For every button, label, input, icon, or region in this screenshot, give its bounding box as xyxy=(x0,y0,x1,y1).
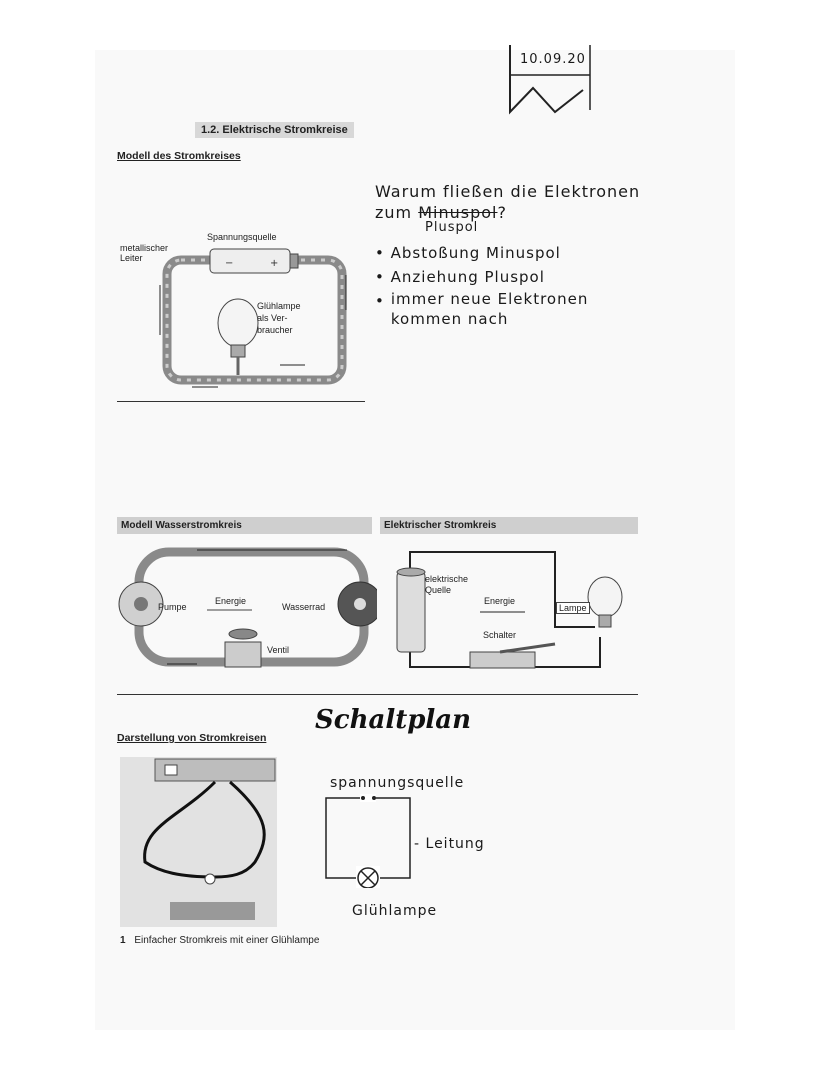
note-bullet: • immer neue Elektronen kommen nach xyxy=(375,290,589,328)
note-bullet: • Anziehung Pluspol xyxy=(375,268,545,286)
question-zum: zum xyxy=(375,203,413,222)
source-label: elektrische Quelle xyxy=(425,574,469,595)
caption-text: Einfacher Stromkreis mit einer Glühlampe xyxy=(134,935,320,946)
divider-rule xyxy=(117,401,365,402)
voltage-source-label: Spannungsquelle xyxy=(207,232,277,242)
metal-conductor-label: metallischer Leiter xyxy=(120,243,169,263)
valve-label: Ventil xyxy=(267,645,290,655)
schematic-circuit xyxy=(318,788,418,888)
section-title: 1.2. Elektrische Stromkreise xyxy=(195,122,354,138)
schematic-wire-label: - Leitung xyxy=(414,836,485,852)
question-line: Warum fließen die Elektronen xyxy=(375,182,641,201)
note-bullets xyxy=(375,241,588,329)
note-bullet: • Abstoßung Minuspol xyxy=(375,244,561,262)
struck-word: Minuspol xyxy=(418,203,498,222)
water-circuit-diagram xyxy=(117,542,377,677)
water-wheel-label: Wasserrad xyxy=(282,602,326,612)
switch-label: Schalter xyxy=(483,630,517,640)
electric-circuit-bar: Elektrischer Stromkreis xyxy=(380,517,638,534)
date-text: 10.09.20 xyxy=(520,52,586,67)
energy-label-electric: Energie xyxy=(484,596,516,606)
figure-caption xyxy=(120,935,319,946)
caption-number: 1 xyxy=(120,935,126,946)
model-circuit-diagram xyxy=(150,245,360,395)
question-mark: ? xyxy=(497,203,507,222)
correction-word: Pluspol xyxy=(425,220,479,235)
energy-label-water: Energie xyxy=(215,596,247,606)
circuit-photo-drawing xyxy=(120,757,277,927)
schematic-source-label: spannungsquelle xyxy=(330,775,465,791)
divider-rule xyxy=(117,694,638,695)
representation-heading: Darstellung von Stromkreisen xyxy=(117,732,267,744)
model-heading: Modell des Stromkreises xyxy=(117,150,241,162)
circuit-photo xyxy=(120,757,277,927)
lamp-label: Glühlampe als Ver- braucher xyxy=(257,301,301,335)
schematic-lamp-label: Glühlampe xyxy=(352,903,438,919)
lamp-box-label: Lampe xyxy=(556,602,590,614)
water-model-bar: Modell Wasserstromkreis xyxy=(117,517,372,534)
svg-text:−: − xyxy=(225,258,234,269)
pump-label: Pumpe xyxy=(158,602,187,612)
svg-text:+: + xyxy=(270,258,279,269)
schematic-title: Schaltplan xyxy=(315,705,472,735)
electric-circuit-diagram xyxy=(385,542,630,677)
